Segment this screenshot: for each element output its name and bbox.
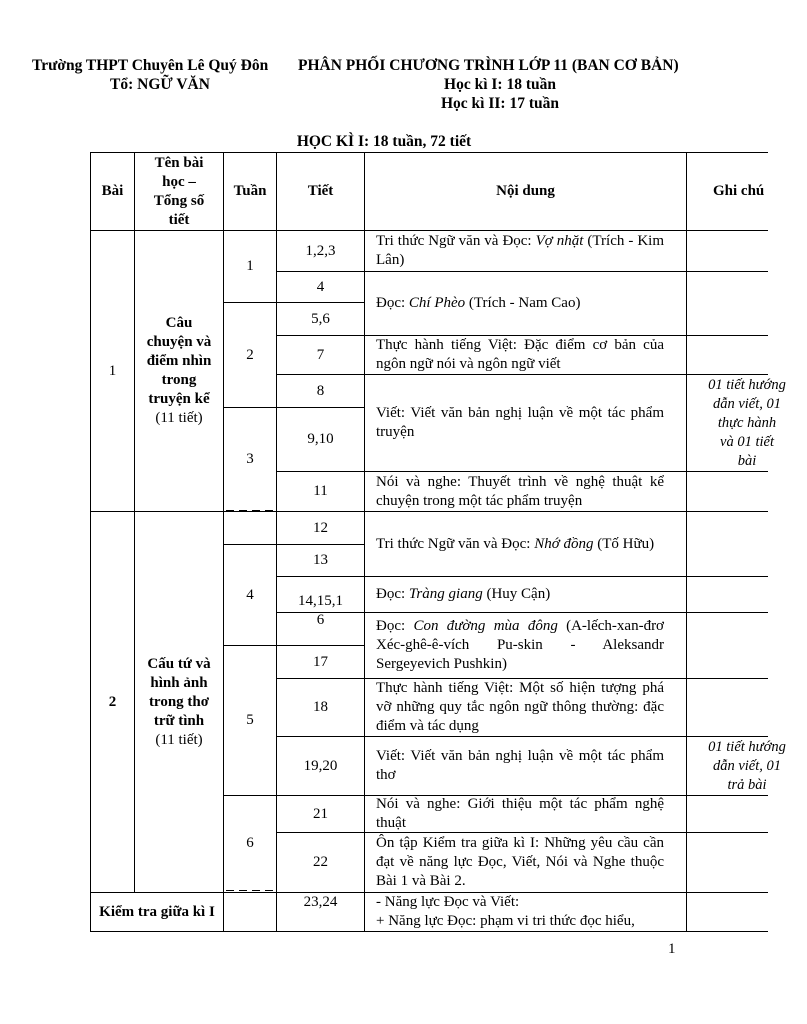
content-cell	[365, 833, 686, 892]
term2-info: Học kì II: 17 tuần	[441, 95, 559, 112]
content-text: (Tố Hữu)	[593, 535, 655, 552]
lesson-title-text: Câu chuyện và điểm nhìn trong truyện kể	[146, 315, 212, 407]
note-line: và 01 tiết	[720, 433, 774, 450]
content-text: Đọc:	[376, 295, 409, 311]
week-cell: 6	[246, 834, 254, 851]
period-cell: 11	[313, 483, 328, 499]
period-cell: 4	[316, 278, 325, 295]
col-header-ten-bai: Tên bài học – Tổng số tiết	[153, 154, 205, 228]
content-cell	[365, 893, 686, 931]
content-cell	[365, 737, 686, 795]
period-cell: 22	[313, 854, 328, 870]
lesson-number-2: 2	[108, 693, 117, 710]
content-text: Nói và nghe: Thuyết trình về nghệ thuật kể chuyện trong một tác phẩm truyện	[376, 473, 664, 509]
note-cell	[687, 375, 807, 471]
content-cell	[365, 577, 686, 612]
content-text: Đọc:	[376, 618, 414, 634]
content-text: Thực hành tiếng Việt: Một số hiện tượng phá vỡ những quy tắc ngôn ngữ thông thường: đặc điểm và tác dụng	[376, 680, 664, 734]
content-text: + Năng lực Đọc: phạm vi tri thức đọc hiểu,	[376, 913, 635, 929]
content-text: - Năng lực Đọc và Viết:	[376, 894, 520, 910]
note-line: dẫn viết, 01	[712, 395, 782, 412]
content-cell	[365, 231, 686, 271]
content-text: Viết: Viết văn bản nghị luận về một tác phẩm truyện	[376, 405, 664, 440]
week-cell: 2	[246, 346, 254, 363]
content-text: (Trích - Kim Lân)	[376, 233, 664, 268]
period-cell: 17	[313, 653, 328, 670]
content-text: Tri thức Ngữ văn và Đọc:	[376, 535, 535, 552]
work-title: Con đường mùa đông	[413, 618, 558, 634]
work-title: Vợ nhặt	[535, 233, 584, 249]
lesson-title-text: Cấu tứ và hình ảnh trong thơ trữ tình	[147, 655, 211, 729]
week-cell: 3	[246, 450, 254, 467]
note-line: trả bài	[727, 776, 767, 793]
content-text: Đọc:	[376, 586, 409, 602]
week-cell: 1	[246, 258, 254, 274]
content-cell	[365, 272, 686, 335]
lesson-periods: (11 tiết)	[155, 410, 203, 426]
period-cell: 7	[316, 346, 325, 363]
content-cell	[365, 472, 686, 511]
lesson-title-1	[135, 231, 223, 511]
content-text: (Huy Cận)	[482, 586, 551, 602]
period-cell: 12	[313, 519, 328, 536]
subject-group: Tổ: NGỮ VĂN	[110, 76, 210, 93]
note-line: 01 tiết hướng	[708, 738, 786, 755]
term1-info: Học kì I: 18 tuần	[444, 76, 556, 93]
content-text: Thực hành tiếng Việt: Đặc điểm cơ bản của ngôn ngữ nói và ngôn ngữ viết	[376, 337, 664, 372]
week-cell: 4	[246, 586, 254, 603]
content-cell	[365, 375, 686, 471]
period-cell: 1,2,3	[305, 242, 336, 259]
lesson-title-2	[135, 512, 223, 892]
content-text: Viết: Viết văn bản nghị luận về một tác phẩm thơ	[376, 748, 664, 783]
col-header-bai: Bài	[101, 183, 124, 199]
plan-title: PHÂN PHỐI CHƯƠNG TRÌNH LỚP 11 (BAN CƠ BẢN)	[298, 57, 679, 74]
work-title: Chí Phèo	[408, 295, 466, 311]
content-text: (Trích - Nam Cao)	[465, 295, 581, 311]
period-cell: 21	[313, 805, 328, 822]
content-cell	[365, 336, 686, 374]
midterm-exam-title: Kiểm tra giữa kì I	[99, 903, 215, 920]
lesson-number-1: 1	[108, 362, 117, 379]
content-text: Nói và nghe: Giới thiệu một tác phẩm nghệ thuật	[376, 796, 664, 831]
content-cell	[365, 796, 686, 832]
period-cell: 8	[316, 382, 325, 399]
period-cell: 13	[313, 552, 328, 568]
note-line: 01 tiết hướng	[708, 376, 786, 393]
col-header-tiet: Tiết	[307, 183, 334, 199]
col-header-noi-dung: Nội dung	[496, 183, 555, 199]
col-header-tuan: Tuần	[233, 183, 267, 199]
work-title: Nhớ đồng	[534, 535, 594, 552]
period-cell: 23,24	[303, 894, 338, 910]
period-cell: 19,20	[303, 757, 338, 774]
period-cell: 9,10	[307, 431, 334, 447]
period-cell: 18	[313, 699, 328, 715]
lesson-periods: (11 tiết)	[155, 731, 203, 748]
school-name: Trường THPT Chuyên Lê Quý Đôn	[32, 57, 269, 74]
note-line: dẫn viết, 01	[712, 757, 782, 774]
work-title: Tràng giang	[408, 586, 483, 602]
note-line: bài	[737, 452, 757, 469]
content-cell	[365, 512, 686, 576]
period-cell: 14,15,1 6	[298, 593, 343, 628]
note-line: thực hành	[717, 414, 777, 431]
week-cell: 5	[246, 712, 254, 728]
page-number: 1	[668, 941, 676, 957]
content-text: Ôn tập Kiểm tra giữa kì I: Những yêu cầu cần đạt về năng lực Đọc, Viết, Nói và Nghe thuộc Bài 1 và Bài 2.	[376, 835, 664, 889]
content-text: (A-lếch-xan-đrơ Xéc-ghê-ê-vích Pu-skin - Aleksandr Sergeyevich Pushkin)	[376, 618, 664, 672]
col-header-ghi-chu: Ghi chú	[713, 183, 765, 199]
content-cell	[365, 613, 686, 678]
content-text: Tri thức Ngữ văn và Đọc:	[376, 233, 536, 249]
note-cell	[687, 737, 807, 795]
section-title: HỌC KÌ I: 18 tuần, 72 tiết	[296, 133, 472, 150]
content-cell	[365, 679, 686, 736]
period-cell: 5,6	[311, 310, 330, 327]
